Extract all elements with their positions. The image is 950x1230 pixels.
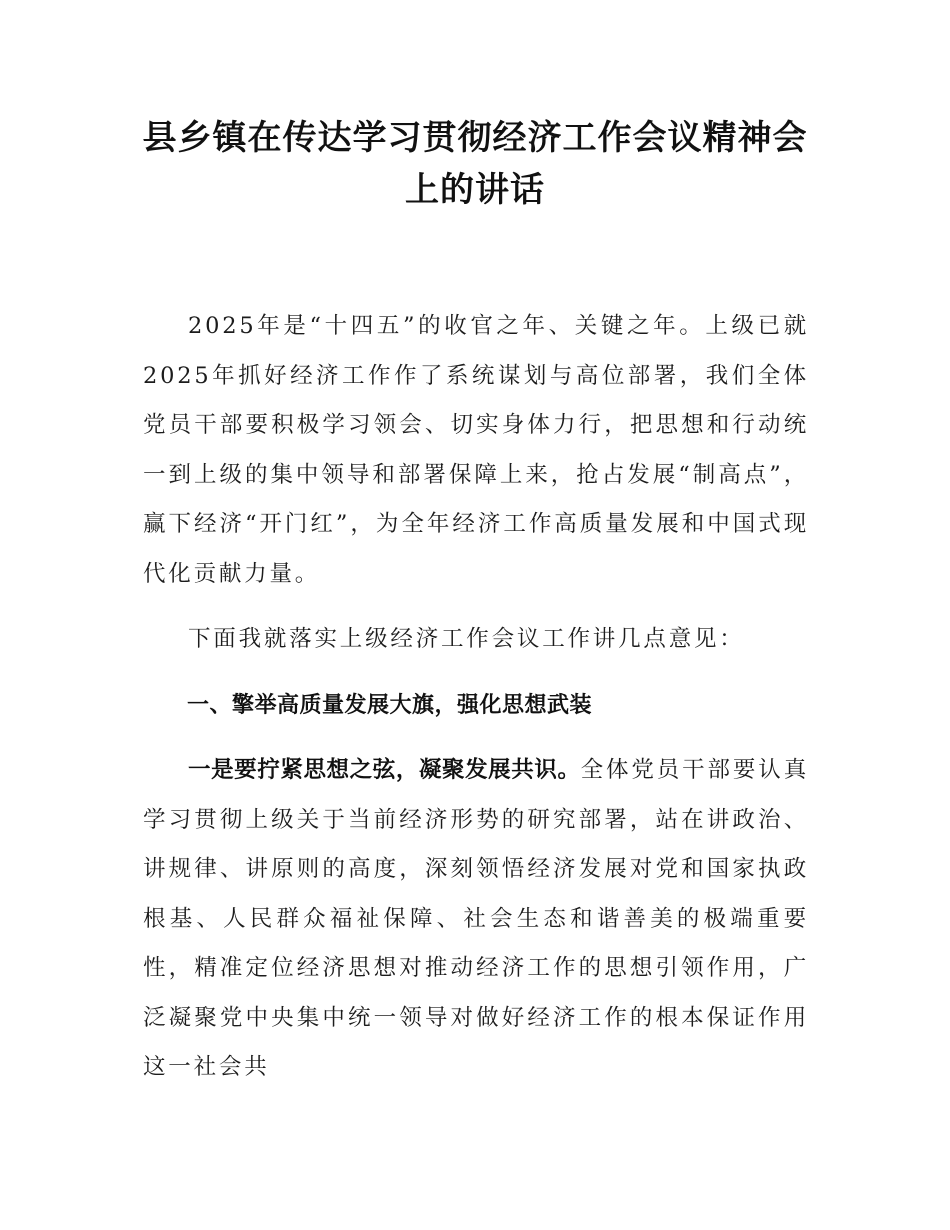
section-1-point-1 (143, 746, 809, 1093)
point-lead: 一是要拧紧思想之弦，凝聚发展共识。 (188, 757, 581, 783)
transition-paragraph: 下面我就落实上级经济工作会议工作讲几点意见： (188, 626, 745, 652)
intro-paragraph: 2025年是“十四五”的收官之年、关键之年。上级已就2025年抓好经济工作作了系统谋划与高位部署，我们全体党员干部要积极学习领会、切实身体力行，把思想和行动统一到上级的集中领导和部署保障上来，抢占发展“制高点”，赢下经济“开门红”，为全年经济工作高质量发展和中国式现代化贡献力量。 (143, 313, 809, 587)
section-heading-1: 一、擎举高质量发展大旗，强化思想武装 (187, 692, 593, 718)
document-body (143, 302, 809, 1109)
title-line-2: 上的讲话 (405, 170, 545, 210)
point-text: 全体党员干部要认真学习贯彻上级关于当前经济形势的研究部署，站在讲政治、讲规律、讲原则的高度，深刻领悟经济发展对党和国家执政根基、人民群众福祉保障、社会生态和谐善美的极端重要性，精准定位经济思想对推动经济工作的思想引领作用，广泛凝聚党中央集中统一领导对做好经济工作的根本保证作用这一社会共 (143, 757, 809, 1080)
document-title (100, 112, 850, 216)
title-line-1: 县乡镇在传达学习贯彻经济工作会议精神会 (142, 118, 808, 158)
